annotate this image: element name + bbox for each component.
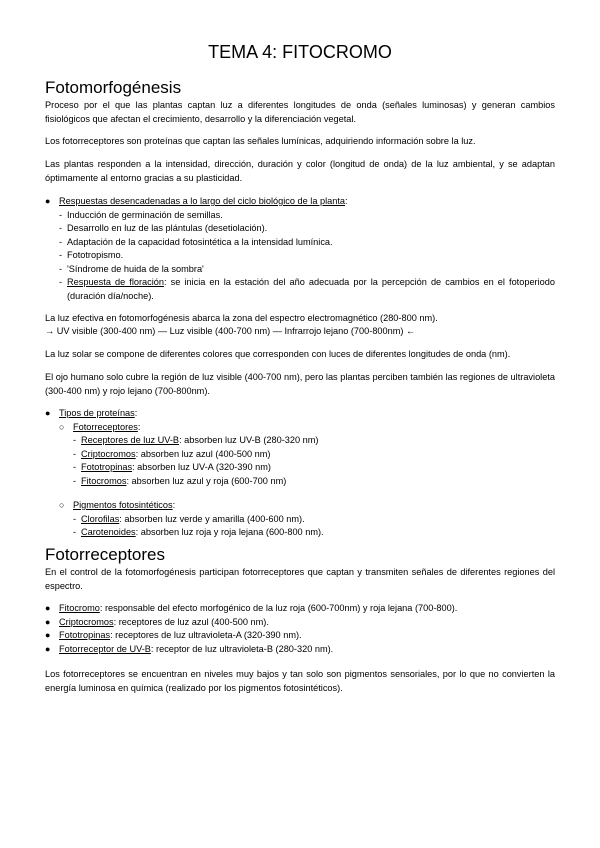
bullet-dot-icon: ●: [45, 643, 51, 654]
section-heading-fotorreceptores: Fotorreceptores: [45, 545, 165, 564]
paragraph-spectrum-line: → UV visible (300-400 nm) — Luz visible (400-700 nm) — Infrarrojo lejano (700-800nm) ←: [45, 326, 416, 336]
list-item: - Clorofilas: absorben luz verde y amarilla (400-600 nm).: [73, 513, 305, 524]
list-item: ● Fototropinas: receptores de luz ultravioleta-A (320-390 nm).: [45, 629, 555, 643]
list-item: - 'Síndrome de huida de la sombra': [59, 263, 204, 274]
bullet-dot-icon: ●: [45, 408, 51, 418]
paragraph-low-levels: Los fotorreceptores se encuentran en niveles muy bajos y tan solo son pigmentos sensoriales, por lo que no convierten la energía luminosa en química (realizado por los pigmentos fotosintéticos).: [45, 669, 555, 693]
fotorreceptores-list: [45, 602, 555, 656]
paragraph-control: En el control de la fotomorfogénesis participan fotorreceptores que captan y transmiten señales de diferentes regiones del espectro.: [45, 567, 555, 591]
fotorreceptores-subbullet: ○ Fotorreceptores:: [45, 421, 555, 435]
list-item: - Inducción de germinación de semillas.: [59, 209, 223, 220]
paragraph-plant-response: Las plantas responden a la intensidad, dirección, duración y color (longitud de onda) de la luz ambiental, y se adaptan óptimamente al entorno gracias a su plasticidad.: [45, 159, 555, 183]
pigmentos-sublist: [45, 513, 555, 540]
list-item: - Adaptación de la capacidad fotosintética a la intensidad lumínica.: [59, 236, 333, 247]
responses-sublist: [45, 209, 555, 304]
responses-bullet: ● Respuestas desencadenadas a lo largo del ciclo biológico de la planta:: [45, 195, 555, 209]
paragraph-solar-light: La luz solar se compone de diferentes colores que corresponden con luces de diferentes longitudes de onda (nm).: [45, 349, 511, 359]
list-item-floracion: - Respuesta de floración: se inicia en la estación del año adecuada por la percepción de cambios en el fotoperiodo (duración día/noche).: [59, 277, 555, 301]
paragraph-human-eye: El ojo humano solo cubre la región de luz visible (400-700 nm), pero las plantas perciben también las regiones de ultravioleta (300-400 nm) y rojo lejano (700-800nm).: [45, 372, 555, 396]
list-item: - Receptores de luz UV-B: absorben luz UV-B (280-320 nm): [73, 435, 319, 445]
list-item: - Fototropismo.: [59, 250, 124, 260]
list-item: - Fitocromos: absorben luz azul y roja (600-700 nm): [73, 475, 287, 486]
paragraph-effective-light: La luz efectiva en fotomorfogénesis abarca la zona del espectro electromagnético (280-800 nm).: [45, 313, 438, 323]
pigmentos-subbullet: ○ Pigmentos fotosintéticos:: [45, 499, 555, 513]
bullet-dot-icon: ●: [45, 616, 51, 627]
paragraph-definition: Proceso por el que las plantas captan luz a diferentes longitudes de onda (señales luminosas) y generan cambios fisiológicos que afectan el crecimiento, desarrollo y la diferenciación vegetal.: [45, 100, 555, 124]
list-item: ● Criptocromos: receptores de luz azul (400-500 nm).: [45, 616, 555, 630]
proteins-bullet: ● Tipos de proteínas:: [45, 407, 555, 421]
bullet-dot-icon: ●: [45, 630, 51, 640]
list-item: ● Fotorreceptor de UV-B: receptor de luz ultravioleta-B (280-320 nm).: [45, 643, 555, 657]
circle-bullet-icon: ○: [59, 421, 65, 432]
list-item: - Fototropinas: absorben luz UV-A (320-390 nm): [73, 462, 271, 472]
bullet-dot-icon: ●: [45, 603, 51, 613]
proteins-list: [45, 407, 555, 540]
list-item: - Carotenoides: absorben luz roja y roja lejana (600-800 nm).: [73, 527, 324, 537]
document-title: TEMA 4: FITOCROMO: [208, 42, 392, 62]
list-item: - Criptocromos: absorben luz azul (400-500 nm): [73, 448, 271, 459]
list-item: - Desarrollo en luz de las plántulas (desetiolación).: [59, 223, 268, 233]
paragraph-fotorreceptores-intro: Los fotorreceptores son proteínas que captan las señales lumínicas, adquiriendo información sobre la luz.: [45, 136, 476, 146]
list-item: ● Fitocromo: responsable del efecto morfogénico de la luz roja (600-700nm) y roja lejana (700-800).: [45, 602, 555, 616]
responses-list: [45, 195, 555, 303]
fotorreceptores-sublist: [45, 434, 555, 488]
responses-label: Respuestas desencadenadas a lo largo del ciclo biológico de la planta: [59, 196, 346, 206]
bullet-dot-icon: ●: [45, 196, 51, 206]
section-heading-fotomorfogenesis: Fotomorfogénesis: [45, 78, 182, 97]
circle-bullet-icon: ○: [59, 500, 65, 510]
